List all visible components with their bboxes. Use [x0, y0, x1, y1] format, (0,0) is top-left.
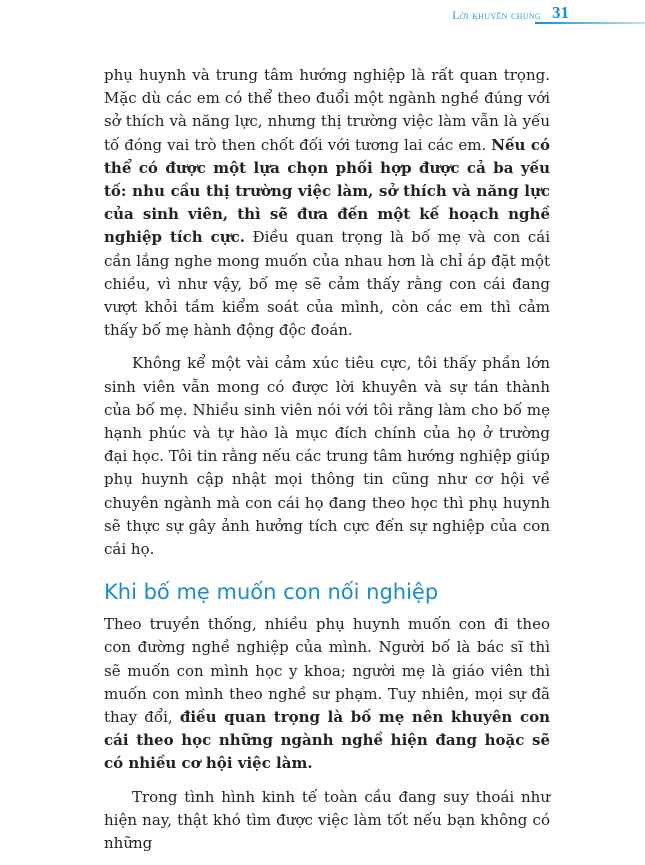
running-title: Lời khuyên chung — [452, 8, 541, 22]
p3-text-a: Theo truyền thống, nhiều phụ huynh muốn con đi theo con đường nghề nghiệp của mình. Người bố là bác sĩ thì sẽ muốn con mình học y khoa; người mẹ là giáo viên thì muốn con mình theo nghề sư phạm. Tuy nhiên, mọi sự đã thay đổi, — [104, 615, 550, 727]
p3-bold-text: điều quan trọng là bố mẹ nên khuyên con cái theo học những ngành nghề hiện đang hoặc sẽ có nhiều cơ hội việc làm. — [104, 708, 550, 773]
paragraph-1 — [104, 64, 550, 342]
header-rule — [535, 22, 645, 24]
paragraph-3 — [104, 613, 550, 775]
paragraph-4: Trong tình hình kinh tế toàn cầu đang suy thoái như hiện nay, thật khó tìm được việc làm tốt nếu bạn không có những — [104, 787, 550, 853]
p1-text-a: phụ huynh và trung tâm hướng nghiệp là rất quan trọng. Mặc dù các em có thể theo đuổi một ngành nghề đúng với sở thích và năng lực, nhưng thị trường việc làm vẫn là yếu tố đóng vai trò then chốt đối với tương lai các em. — [104, 66, 550, 154]
p1-text-c: Điều quan trọng là bố mẹ và con cái cần lắng nghe mong muốn của nhau hơn là chỉ áp đặt một chiều, vì như vậy, bố mẹ sẽ cảm thấy rằng con cái đang vượt khỏi tầm kiểm soát của mình, còn các em thì cảm thấy bố mẹ hành động độc đoán. — [104, 228, 550, 340]
page-body — [104, 64, 550, 865]
p1-bold-text: Nếu có thể có được một lựa chọn phối hợp được cả ba yếu tố: nhu cầu thị trường việc làm, sở thích và năng lực của sinh viên, thì sẽ đưa đến một kế hoạch nghề nghiệp tích cực. — [104, 135, 551, 247]
page-number: 31 — [552, 3, 569, 22]
section-heading: Khi bố mẹ muốn con nối nghiệp — [104, 580, 439, 605]
running-header — [0, 0, 645, 30]
paragraph-2: Không kể một vài cảm xúc tiêu cực, tôi thấy phần lớn sinh viên vẫn mong có được lời khuyên và sự tán thành của bố mẹ. Nhiều sinh viên nói với tôi rằng làm cho bố mẹ hạnh phúc và tự hào là mục đích chính của họ ở trường đại học. Tôi tin rằng nếu các trung tâm hướng nghiệp giúp phụ huynh cập nhật mọi thông tin cũng như cơ hội về chuyên ngành mà con cái họ đang theo học thì phụ huynh sẽ thực sự gây ảnh hưởng tích cực đến sự nghiệp của con cái họ. — [104, 354, 550, 559]
